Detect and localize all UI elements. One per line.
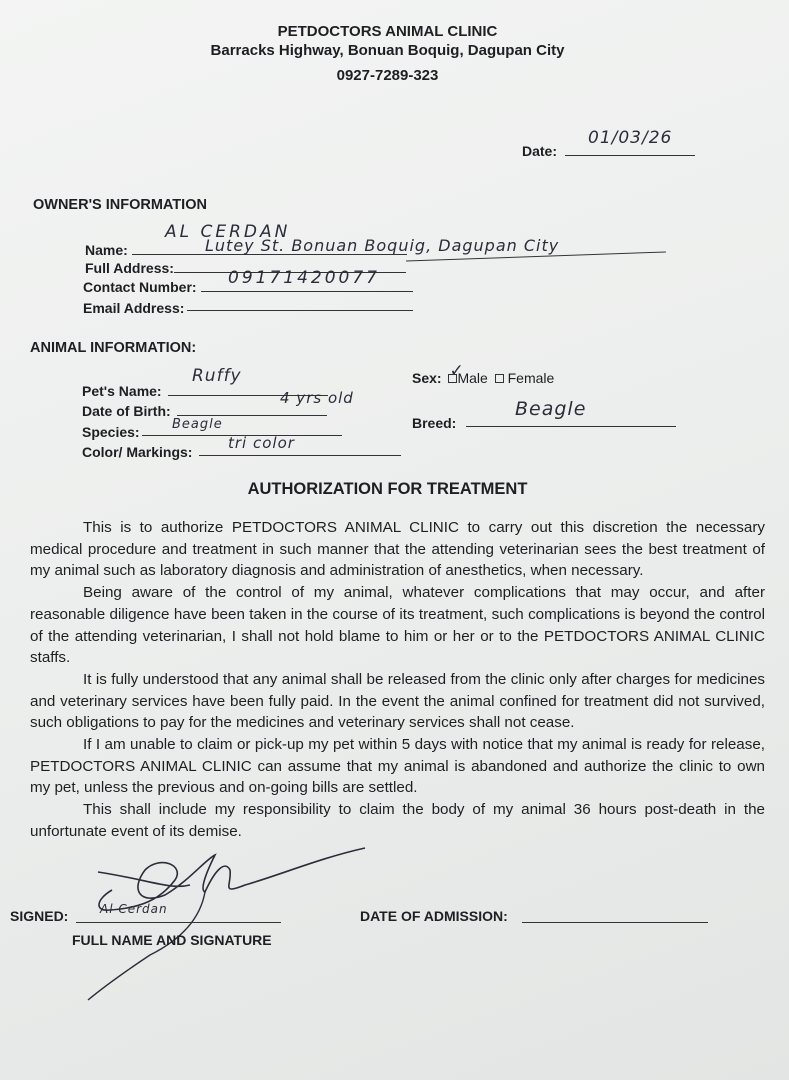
paragraph: If I am unable to claim or pick-up my pet within 5 days with notice that my animal is ready for release, PETDOCTORS ANIMAL CLINIC can assume that my animal is abandoned and authorize the clinic to own my pet, unless the previous and on-going bills are settled.: [30, 736, 765, 797]
contact-line: [201, 291, 413, 292]
clinic-name: PETDOCTORS ANIMAL CLINIC: [277, 23, 498, 40]
name-value[interactable]: AL CERDAN: [165, 222, 291, 242]
email-label: Email Address:: [83, 300, 185, 316]
female-checkbox[interactable]: [495, 374, 504, 383]
female-option-label: Female: [507, 370, 555, 386]
paragraph: It is fully understood that any animal shall be released from the clinic only after charges for medicines and veterinary services have been fully paid. In the event the animal confined for treatment did not survived, such obligations to pay for the medicines and veterinary services shall not cease.: [30, 670, 765, 732]
paragraph: Being aware of the control of my animal, whatever complications that may occur, and after reasonable diligence have been taken in the course of its treatment, such complications is beyond the control of the attending veterinarian, I shall not hold blame to him or her or to the PETDOCTORS ANIMAL CLINIC staffs.: [30, 584, 765, 667]
male-option-label: Male: [457, 370, 488, 386]
animal-heading: ANIMAL INFORMATION:: [30, 340, 197, 356]
admission-line: [522, 922, 708, 923]
date-line: [565, 155, 695, 156]
breed-value[interactable]: Beagle: [515, 398, 587, 420]
paragraph: This shall include my responsibility to claim the body of my animal 36 hours post-death in the unfortunate event of its demise.: [30, 801, 765, 840]
dob-value[interactable]: 4 yrs old: [280, 389, 354, 407]
species-value[interactable]: Beagle: [172, 417, 223, 432]
paragraph: This is to authorize PETDOCTORS ANIMAL CLINIC to carry out this discretion the necessary medical procedure and treatment in such manner that the attending veterinarian sees the best treatment of my animal such as laboratory diagnosis and administration of anesthetics, when necessary.: [30, 519, 765, 580]
color-label: Color/ Markings:: [82, 444, 193, 460]
color-value[interactable]: tri color: [228, 434, 295, 452]
date-value[interactable]: 01/03/26: [588, 128, 673, 148]
authorization-body: [30, 517, 765, 843]
dob-line: [177, 415, 327, 416]
address-label: Full Address:: [85, 260, 174, 276]
signed-label: SIGNED:: [10, 908, 69, 924]
date-label: Date:: [522, 143, 558, 159]
species-label: Species:: [82, 424, 140, 440]
contact-label: Contact Number:: [83, 279, 197, 295]
color-line: [199, 455, 401, 456]
signed-name[interactable]: Al Cerdan: [100, 902, 168, 916]
signature-caption: FULL NAME AND SIGNATURE: [72, 932, 272, 948]
breed-label: Breed:: [412, 415, 457, 431]
owner-heading: OWNER'S INFORMATION: [33, 197, 207, 213]
clinic-address: Barracks Highway, Bonuan Boquig, Dagupan City: [210, 42, 565, 59]
male-checkbox[interactable]: [448, 361, 464, 383]
sex-field: [412, 361, 555, 386]
pet-name-label: Pet's Name:: [82, 383, 162, 399]
name-label: Name:: [85, 242, 128, 258]
sex-label: Sex:: [412, 370, 442, 386]
clinic-phone: 0927-7289-323: [336, 67, 439, 84]
signature-scribble-icon: [0, 840, 400, 1010]
checkmark-icon: ✓: [449, 361, 464, 380]
authorization-title: AUTHORIZATION FOR TREATMENT: [247, 480, 528, 498]
email-line: [187, 310, 413, 311]
admission-label: DATE OF ADMISSION:: [360, 908, 508, 924]
contact-value[interactable]: 09171420077: [228, 268, 380, 288]
address-value[interactable]: Lutey St. Bonuan Boquig, Dagupan City: [205, 236, 560, 255]
breed-line: [466, 426, 676, 427]
dob-label: Date of Birth:: [82, 403, 171, 419]
pet-name-value[interactable]: Ruffy: [192, 366, 242, 386]
